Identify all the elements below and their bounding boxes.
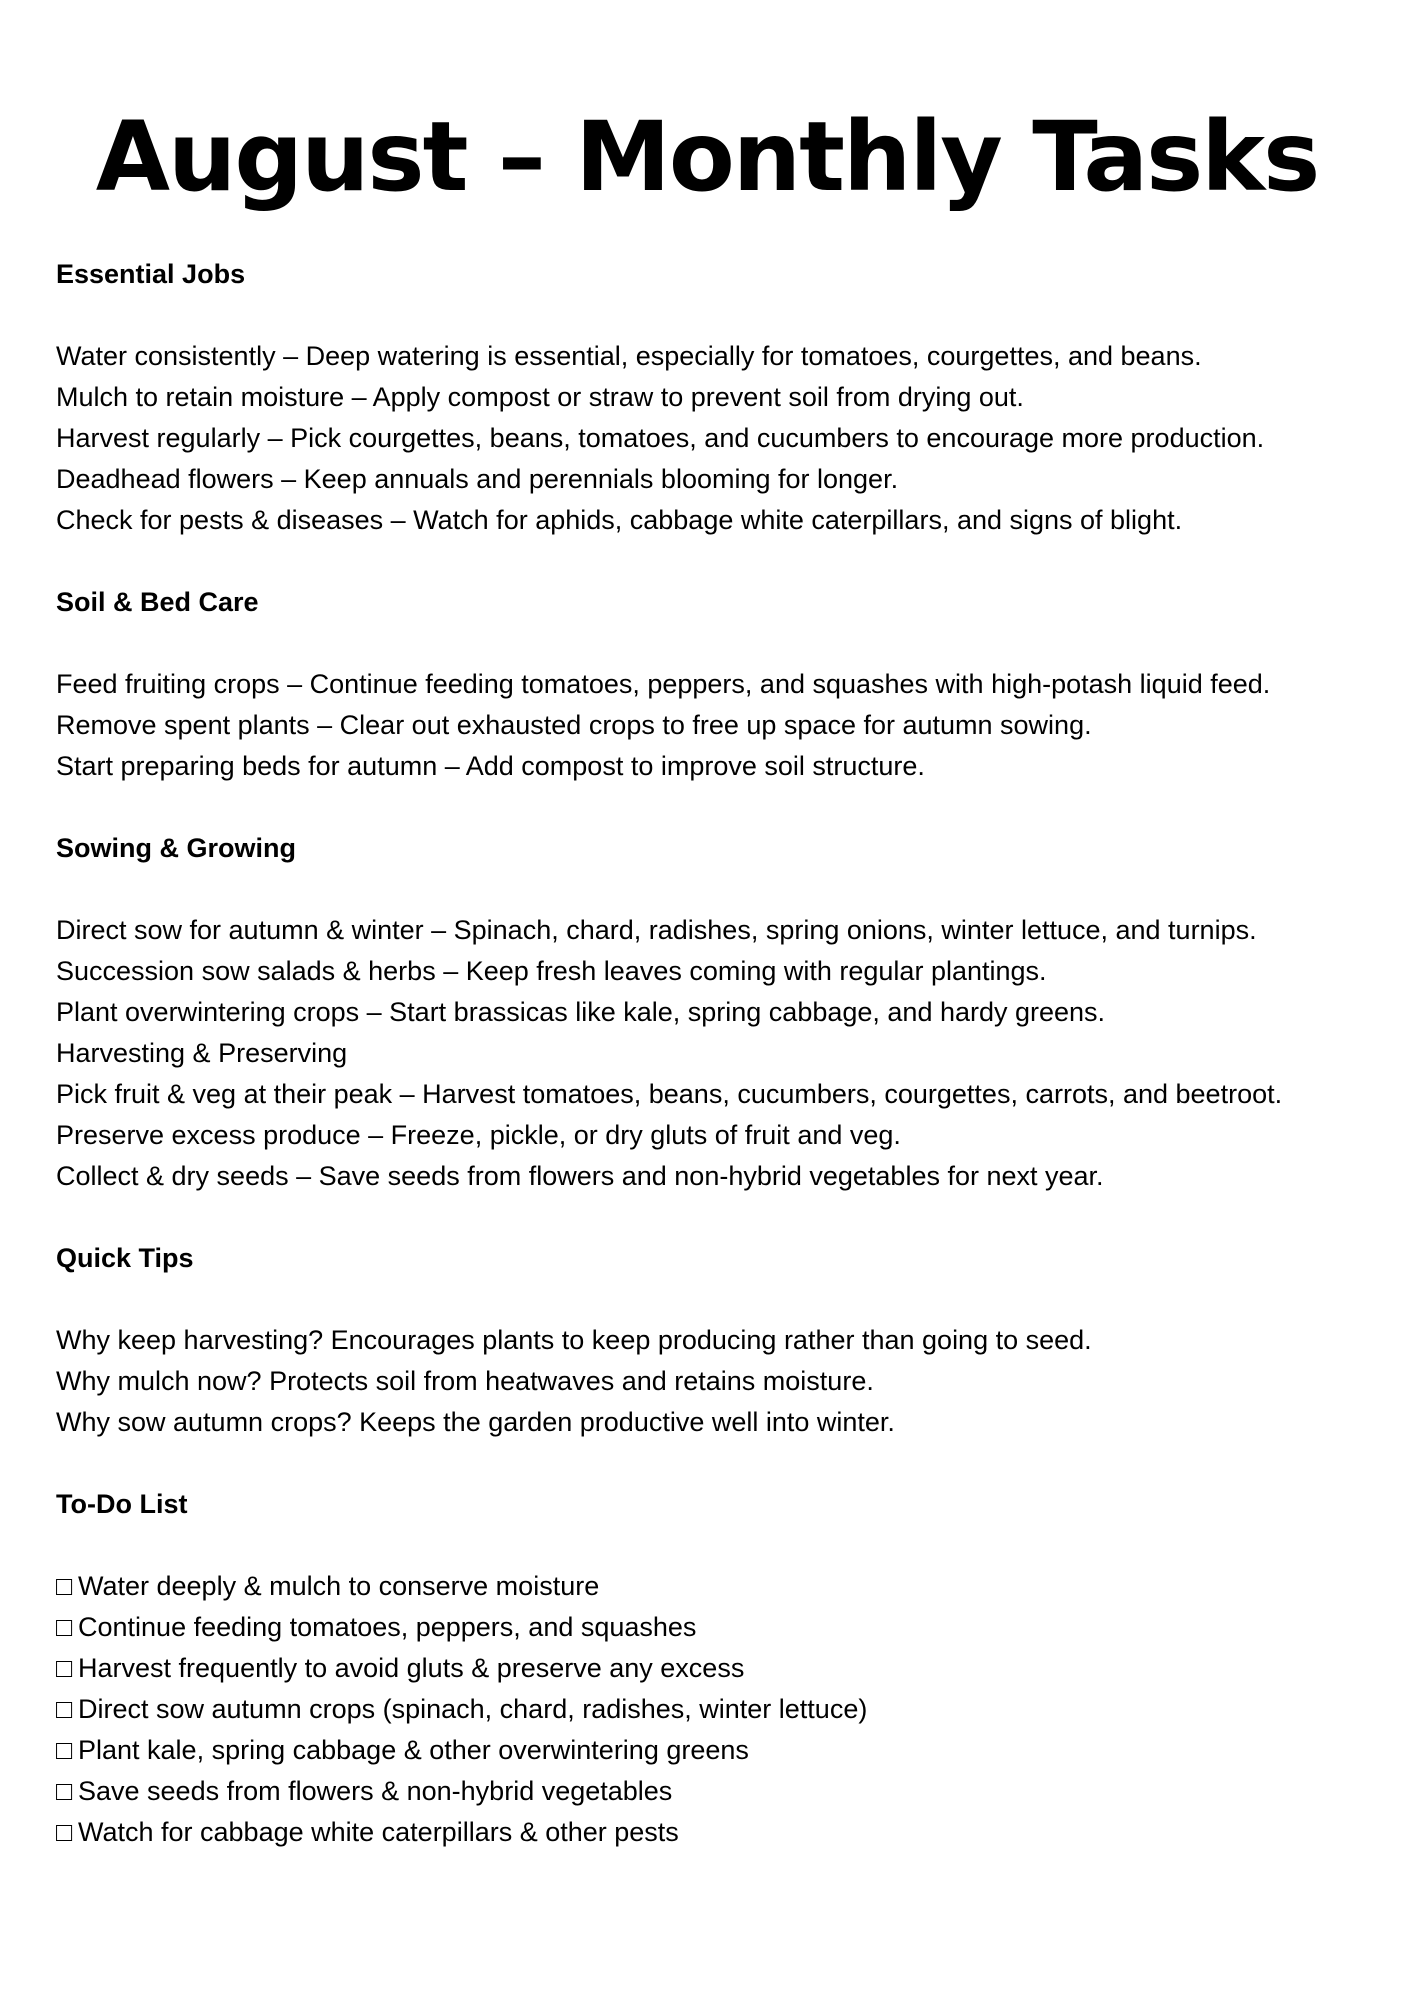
section-heading: Quick Tips: [56, 1243, 194, 1273]
task-line: Mulch to retain moisture – Apply compost or straw to prevent soil from drying out.: [56, 382, 1024, 412]
todo-item[interactable]: [56, 1607, 1358, 1648]
todo-item[interactable]: [56, 1812, 1358, 1853]
document-body: [56, 254, 1358, 1853]
task-line: Pick fruit & veg at their peak – Harvest tomatoes, beans, cucumbers, courgettes, carrots, and beetroot.: [56, 1079, 1283, 1109]
checkbox-icon[interactable]: □: [56, 1612, 73, 1642]
tip-line: Why keep harvesting? Encourages plants to keep producing rather than going to seed.: [56, 1325, 1092, 1355]
todo-item-label: Watch for cabbage white caterpillars & other pests: [78, 1817, 679, 1847]
section-quick-tips: [56, 1238, 1358, 1443]
section-essential-jobs: [56, 254, 1358, 541]
task-line: Start preparing beds for autumn – Add compost to improve soil structure.: [56, 751, 925, 781]
task-line: Check for pests & diseases – Watch for aphids, cabbage white caterpillars, and signs of blight.: [56, 505, 1183, 535]
task-line: Collect & dry seeds – Save seeds from flowers and non-hybrid vegetables for next year.: [56, 1161, 1104, 1191]
todo-item-label: Harvest frequently to avoid gluts & preserve any excess: [78, 1653, 745, 1683]
checkbox-icon[interactable]: □: [56, 1735, 73, 1765]
task-line: Direct sow for autumn & winter – Spinach, chard, radishes, spring onions, winter lettuce, and turnips.: [56, 915, 1257, 945]
task-line: Water consistently – Deep watering is essential, especially for tomatoes, courgettes, and beans.: [56, 341, 1202, 371]
subheading-harvesting-preserving: Harvesting & Preserving: [56, 1038, 348, 1068]
todo-item-label: Water deeply & mulch to conserve moisture: [78, 1571, 600, 1601]
section-soil-bed-care: [56, 582, 1358, 787]
section-heading: To-Do List: [56, 1489, 188, 1519]
section-heading: Essential Jobs: [56, 259, 246, 289]
tip-line: Why sow autumn crops? Keeps the garden productive well into winter.: [56, 1407, 895, 1437]
todo-item[interactable]: [56, 1566, 1358, 1607]
checkbox-icon[interactable]: □: [56, 1817, 73, 1847]
checkbox-icon[interactable]: □: [56, 1776, 73, 1806]
todo-item[interactable]: [56, 1730, 1358, 1771]
todo-item[interactable]: [56, 1771, 1358, 1812]
section-heading: Sowing & Growing: [56, 833, 296, 863]
section-sowing-growing: [56, 828, 1358, 1197]
checkbox-icon[interactable]: □: [56, 1653, 73, 1683]
todo-item-label: Save seeds from flowers & non-hybrid vegetables: [78, 1776, 673, 1806]
page-title: August – Monthly Tasks: [95, 101, 1319, 213]
todo-item-label: Direct sow autumn crops (spinach, chard, radishes, winter lettuce): [78, 1694, 868, 1724]
tip-line: Why mulch now? Protects soil from heatwaves and retains moisture.: [56, 1366, 874, 1396]
todo-item[interactable]: [56, 1648, 1358, 1689]
task-line: Preserve excess produce – Freeze, pickle, or dry gluts of fruit and veg.: [56, 1120, 901, 1150]
task-line: Succession sow salads & herbs – Keep fresh leaves coming with regular plantings.: [56, 956, 1047, 986]
task-line: Plant overwintering crops – Start brassicas like kale, spring cabbage, and hardy greens.: [56, 997, 1106, 1027]
section-heading: Soil & Bed Care: [56, 587, 259, 617]
task-line: Deadhead flowers – Keep annuals and perennials blooming for longer.: [56, 464, 899, 494]
todo-item-label: Continue feeding tomatoes, peppers, and squashes: [78, 1612, 697, 1642]
todo-item[interactable]: [56, 1689, 1358, 1730]
task-line: Remove spent plants – Clear out exhausted crops to free up space for autumn sowing.: [56, 710, 1092, 740]
checkbox-icon[interactable]: □: [56, 1571, 73, 1601]
section-to-do-list: [56, 1484, 1358, 1853]
task-line: Feed fruiting crops – Continue feeding tomatoes, peppers, and squashes with high-potash liquid feed.: [56, 669, 1271, 699]
checkbox-icon[interactable]: □: [56, 1694, 73, 1724]
todo-item-label: Plant kale, spring cabbage & other overwintering greens: [78, 1735, 749, 1765]
task-line: Harvest regularly – Pick courgettes, beans, tomatoes, and cucumbers to encourage more production.: [56, 423, 1265, 453]
